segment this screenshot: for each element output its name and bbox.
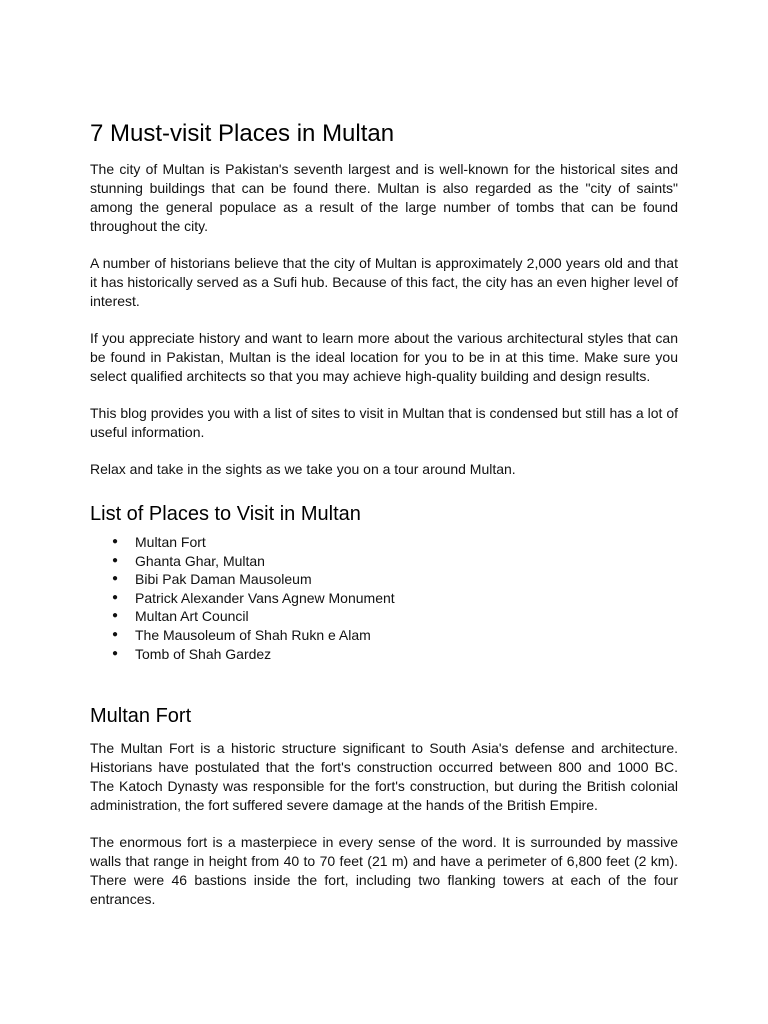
bullet-icon: ● [112, 554, 119, 566]
list-item-label: Ghanta Ghar, Multan [135, 552, 265, 569]
list-item [90, 589, 678, 608]
fort-heading: Multan Fort [90, 705, 192, 728]
places-list [90, 533, 678, 663]
list-item [90, 552, 678, 571]
intro-paragraph-1: The city of Multan is Pakistan's seventh largest and is well-known for the historical sites and stunning buildings that can be found there. Multan is also regarded as the "city of saints" among the general populace as a result of the large number of tombs that can be found throughout the city. [90, 161, 678, 234]
paragraph-gap [90, 442, 678, 460]
intro-paragraph-5: Relax and take in the sights as we take you on a tour around Multan. [90, 461, 516, 477]
fort-paragraph-1: The Multan Fort is a historic structure significant to South Asia's defense and architecture. Historians have postulated that the fort's construction occurred between 800 and 1000 BC. The Katoch Dynasty was responsible for the fort's construction, but during the British colonial administration, the fort suffered severe damage at the hands of the British Empire. [90, 740, 678, 814]
bullet-icon: ● [112, 591, 119, 603]
intro-paragraph-2: A number of historians believe that the city of Multan is approximately 2,000 years old and that it has historically served as a Sufi hub. Because of this fact, the city has an even higher level of interest. [90, 255, 678, 309]
list-item-label: The Mausoleum of Shah Rukn e Alam [135, 626, 371, 643]
paragraph-gap [90, 311, 678, 329]
bullet-icon: ● [112, 628, 119, 640]
fort-paragraph-2: The enormous fort is a masterpiece in every sense of the word. It is surrounded by massive walls that range in height from 40 to 70 feet (21 m) and have a perimeter of 6,800 feet (2 km). There were 46 bastions inside the fort, including two flanking towers at each of the four entrances. [90, 834, 678, 908]
section-gap [90, 663, 678, 703]
paragraph-gap [90, 815, 678, 833]
list-item [90, 626, 678, 645]
page-title: 7 Must-visit Places in Multan [90, 120, 395, 147]
intro-paragraph-4: This blog provides you with a list of sites to visit in Multan that is condensed but still has a lot of useful information. [90, 405, 678, 440]
bullet-icon: ● [112, 647, 119, 659]
paragraph-gap [90, 236, 678, 254]
list-item [90, 570, 678, 589]
bullet-icon: ● [112, 536, 119, 547]
section-gap [90, 479, 678, 501]
list-item-label: Bibi Pak Daman Mausoleum [135, 571, 312, 588]
bullet-icon: ● [112, 573, 119, 585]
document-page [90, 118, 678, 909]
intro-paragraph-3: If you appreciate history and want to learn more about the various architectural styles that can be found in Pakistan, Multan is the ideal location for you to be in at this time. Make sure you select qualified architects so that you may achieve high-quality building and design results. [90, 330, 678, 384]
list-heading: List of Places to Visit in Multan [90, 503, 361, 525]
list-item-label: Patrick Alexander Vans Agnew Monument [135, 589, 395, 606]
list-item [90, 607, 678, 626]
list-item-label: Multan Fort [135, 534, 206, 550]
paragraph-gap [90, 386, 678, 404]
list-item-label: Tomb of Shah Gardez [135, 645, 272, 662]
list-item [90, 645, 678, 664]
list-item [90, 533, 678, 552]
bullet-icon: ● [112, 610, 119, 622]
list-item-label: Multan Art Council [135, 608, 249, 625]
